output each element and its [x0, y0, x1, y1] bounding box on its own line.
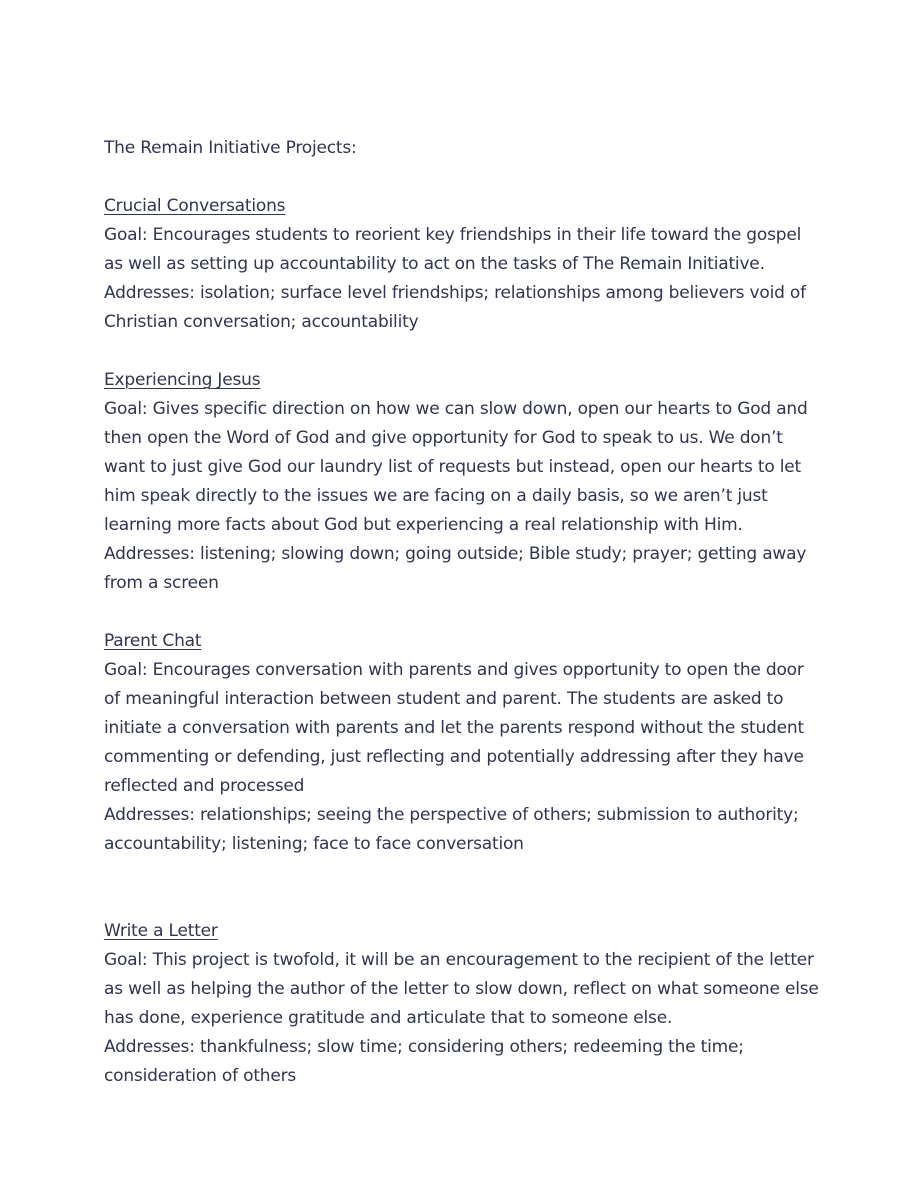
document-page [104, 134, 824, 1120]
section-goal: Goal: This project is twofold, it will be an encouragement to the recipient of the letter as well as helping the author of the letter to slow down, reflect on what someone else has done, experience gratitude and articulate that to someone else. [104, 950, 819, 1028]
section-experiencing-jesus [104, 366, 824, 598]
section-goal: Goal: Gives specific direction on how we can slow down, open our hearts to God and then open the Word of God and give opportunity for God to speak to us. We don’t want to just give God our laundry list of requests but instead, open our hearts to let him speak directly to the issues we are facing on a daily basis, so we aren’t just learning more facts about God but experiencing a real relationship with Him. [104, 399, 808, 535]
document-title: The Remain Initiative Projects: [104, 138, 357, 158]
section-addresses: Addresses: isolation; surface level friendships; relationships among believers void of Christian conversation; accountability [104, 283, 806, 332]
section-heading: Experiencing Jesus [104, 370, 261, 390]
section-write-a-letter [104, 917, 824, 1091]
section-addresses: Addresses: listening; slowing down; going outside; Bible study; prayer; getting away from a screen [104, 544, 807, 593]
section-heading: Crucial Conversations [104, 196, 286, 216]
section-crucial-conversations [104, 192, 824, 337]
section-parent-chat [104, 627, 824, 859]
section-addresses: Addresses: relationships; seeing the perspective of others; submission to authority; accountability; listening; face to face conversation [104, 805, 799, 854]
section-goal: Goal: Encourages students to reorient key friendships in their life toward the gospel as well as setting up accountability to act on the tasks of The Remain Initiative. [104, 225, 802, 274]
section-heading: Parent Chat [104, 631, 202, 651]
section-addresses: Addresses: thankfulness; slow time; considering others; redeeming the time; consideration of others [104, 1037, 744, 1086]
section-goal: Goal: Encourages conversation with parents and gives opportunity to open the door of meaningful interaction between student and parent. The students are asked to initiate a conversation with parents and let the parents respond without the student commenting or defending, just reflecting and potentially addressing after they have reflected and processed [104, 660, 804, 796]
section-heading: Write a Letter [104, 921, 218, 941]
